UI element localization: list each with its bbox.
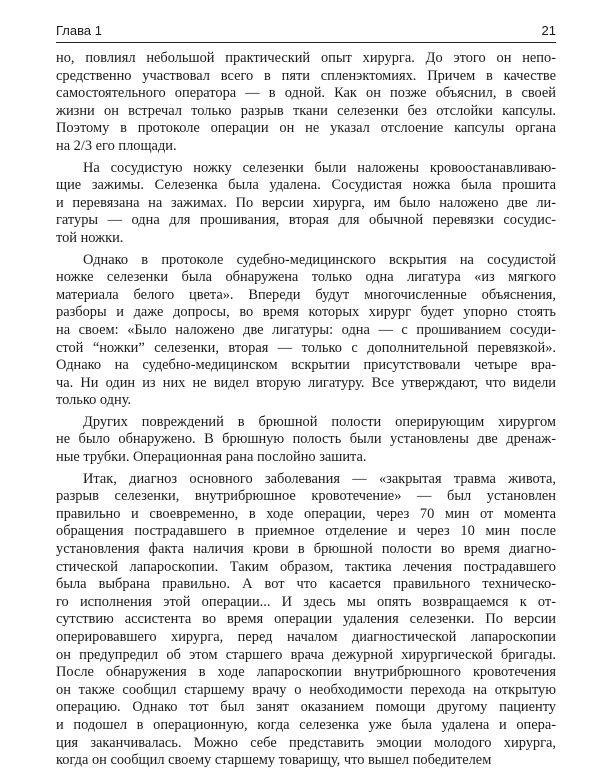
text-line: стой “ножки” селезенки, вторая — только с дополнительной перевязкой». (56, 339, 556, 356)
text-line: Других повреждений в брюшной полости оперирующим хирургом (83, 413, 556, 430)
text-line: ножке селезенки была обнаружена только одна лигатура «из мягкого (56, 269, 556, 286)
running-header (56, 23, 556, 43)
text-line: не было обнаружено. В брюшную полость были установлены две дренаж- (56, 431, 556, 448)
text-line: была выбрана правильно. А вот что касается правильного техническо- (56, 576, 556, 593)
text-line: когда он сообщил своему старшему товарищу, что вышел победителем (56, 752, 492, 769)
text-line: и перевязана на зажимах. По версии хирурга, им было наложено две ли- (56, 194, 556, 211)
text-line: материала белого цвета». Впереди будут многочисленные объяснения, (56, 286, 556, 303)
header-rule (56, 42, 556, 43)
text-line: он также сообщил старшему врачу о необходимости перехода на открытую (56, 681, 556, 698)
text-line: и подошел в операционную, когда селезенка уже была удалена и опера- (56, 716, 556, 733)
text-line: ция заканчивалась. Можно себе представить эмоции молодого хирурга, (56, 734, 556, 751)
text-line: стической лапароскопии. Таким образом, тактика лечения пострадавшего (56, 558, 556, 575)
text-line: правильно и своевременно, в ходе операции, через 70 мин от момента (56, 505, 556, 522)
text-line: разрыв селезенки, внутрибрюшное кровотечение» — был установлен (56, 488, 556, 505)
text-line: на своем: «Было наложено две лигатуры: одна — с прошиванием сосуди- (56, 321, 556, 338)
paragraph-4 (56, 414, 556, 467)
text-line: жизни он встречал только разрыв ткани селезенки без отслойки капсулы. (56, 102, 556, 119)
text-line: ные трубки. Операционная рана послойно зашита. (56, 449, 367, 466)
text-line: На сосудистую ножку селезенки были наложены кровоостанавливаю- (83, 159, 556, 176)
text-line: установления факта наличия крови в брюшной полости во время диагно- (56, 541, 556, 558)
text-line: он предупредил об этом старшего врача дежурной хирургической бригады. (56, 646, 556, 663)
text-line: оперировавшего хирурга, перед началом диагностической лапароскопии (56, 629, 556, 645)
text-line: го исполнения этой операции... И здесь мы опять возвращаемся к от- (56, 593, 556, 610)
text-line: операцию. Однако тот был занят оказанием помощи другому пациенту (56, 699, 556, 716)
text-line: ча. Ни один из них не видел вторую лигатуру. Все утверждают, что видели (56, 374, 556, 391)
text-line: средственно участвовал всего в пяти спленэктомиях. Причем в качестве (56, 67, 556, 84)
text-line: щие зажимы. Селезенка была удалена. Сосудистая ножка была прошита (56, 177, 556, 194)
text-line: разборы и даже допросы, во время которых хирург будет упорно стоять (56, 304, 556, 321)
text-line: Однако на судебно-медицинском вскрытии присутствовали четыре вра- (56, 357, 556, 374)
text-line: той ножки. (56, 229, 124, 246)
text-line: сутствию ассистента во время операции удаления селезенки. По версии (56, 611, 556, 628)
text-line: Поэтому в протоколе операции он не указал отслоение капсулы органа (56, 120, 556, 137)
text-line: Итак, диагноз основного заболевания — «закрытая травма живота, (83, 470, 556, 487)
text-line: самостоятельного оператора — в одной. Как он позже объяснил, в своей (56, 85, 556, 102)
body-text (56, 50, 556, 774)
text-line: гатуры — одна для прошивания, вторая для обычной перевязки сосудис- (56, 212, 556, 229)
chapter-label: Глава 1 (56, 23, 102, 38)
paragraph-2 (56, 160, 556, 248)
text-line: на 2/3 его площади. (56, 137, 177, 154)
paragraph-5 (56, 471, 556, 770)
text-line: но, повлиял небольшой практический опыт хирурга. До этого он непо- (56, 50, 556, 66)
text-line: После обнаружения в ходе лапароскопии внутрибрюшного кровотечения (56, 664, 556, 681)
text-line: только одну. (56, 392, 132, 409)
paragraph-3 (56, 252, 556, 410)
text-line: Однако в протоколе судебно-медицинского вскрытия на сосудистой (83, 251, 556, 268)
page-number: 21 (541, 23, 556, 38)
paragraph-1 (56, 50, 556, 156)
text-line: обращения пострадавшего в приемное отделение и через 10 мин после (56, 523, 556, 540)
